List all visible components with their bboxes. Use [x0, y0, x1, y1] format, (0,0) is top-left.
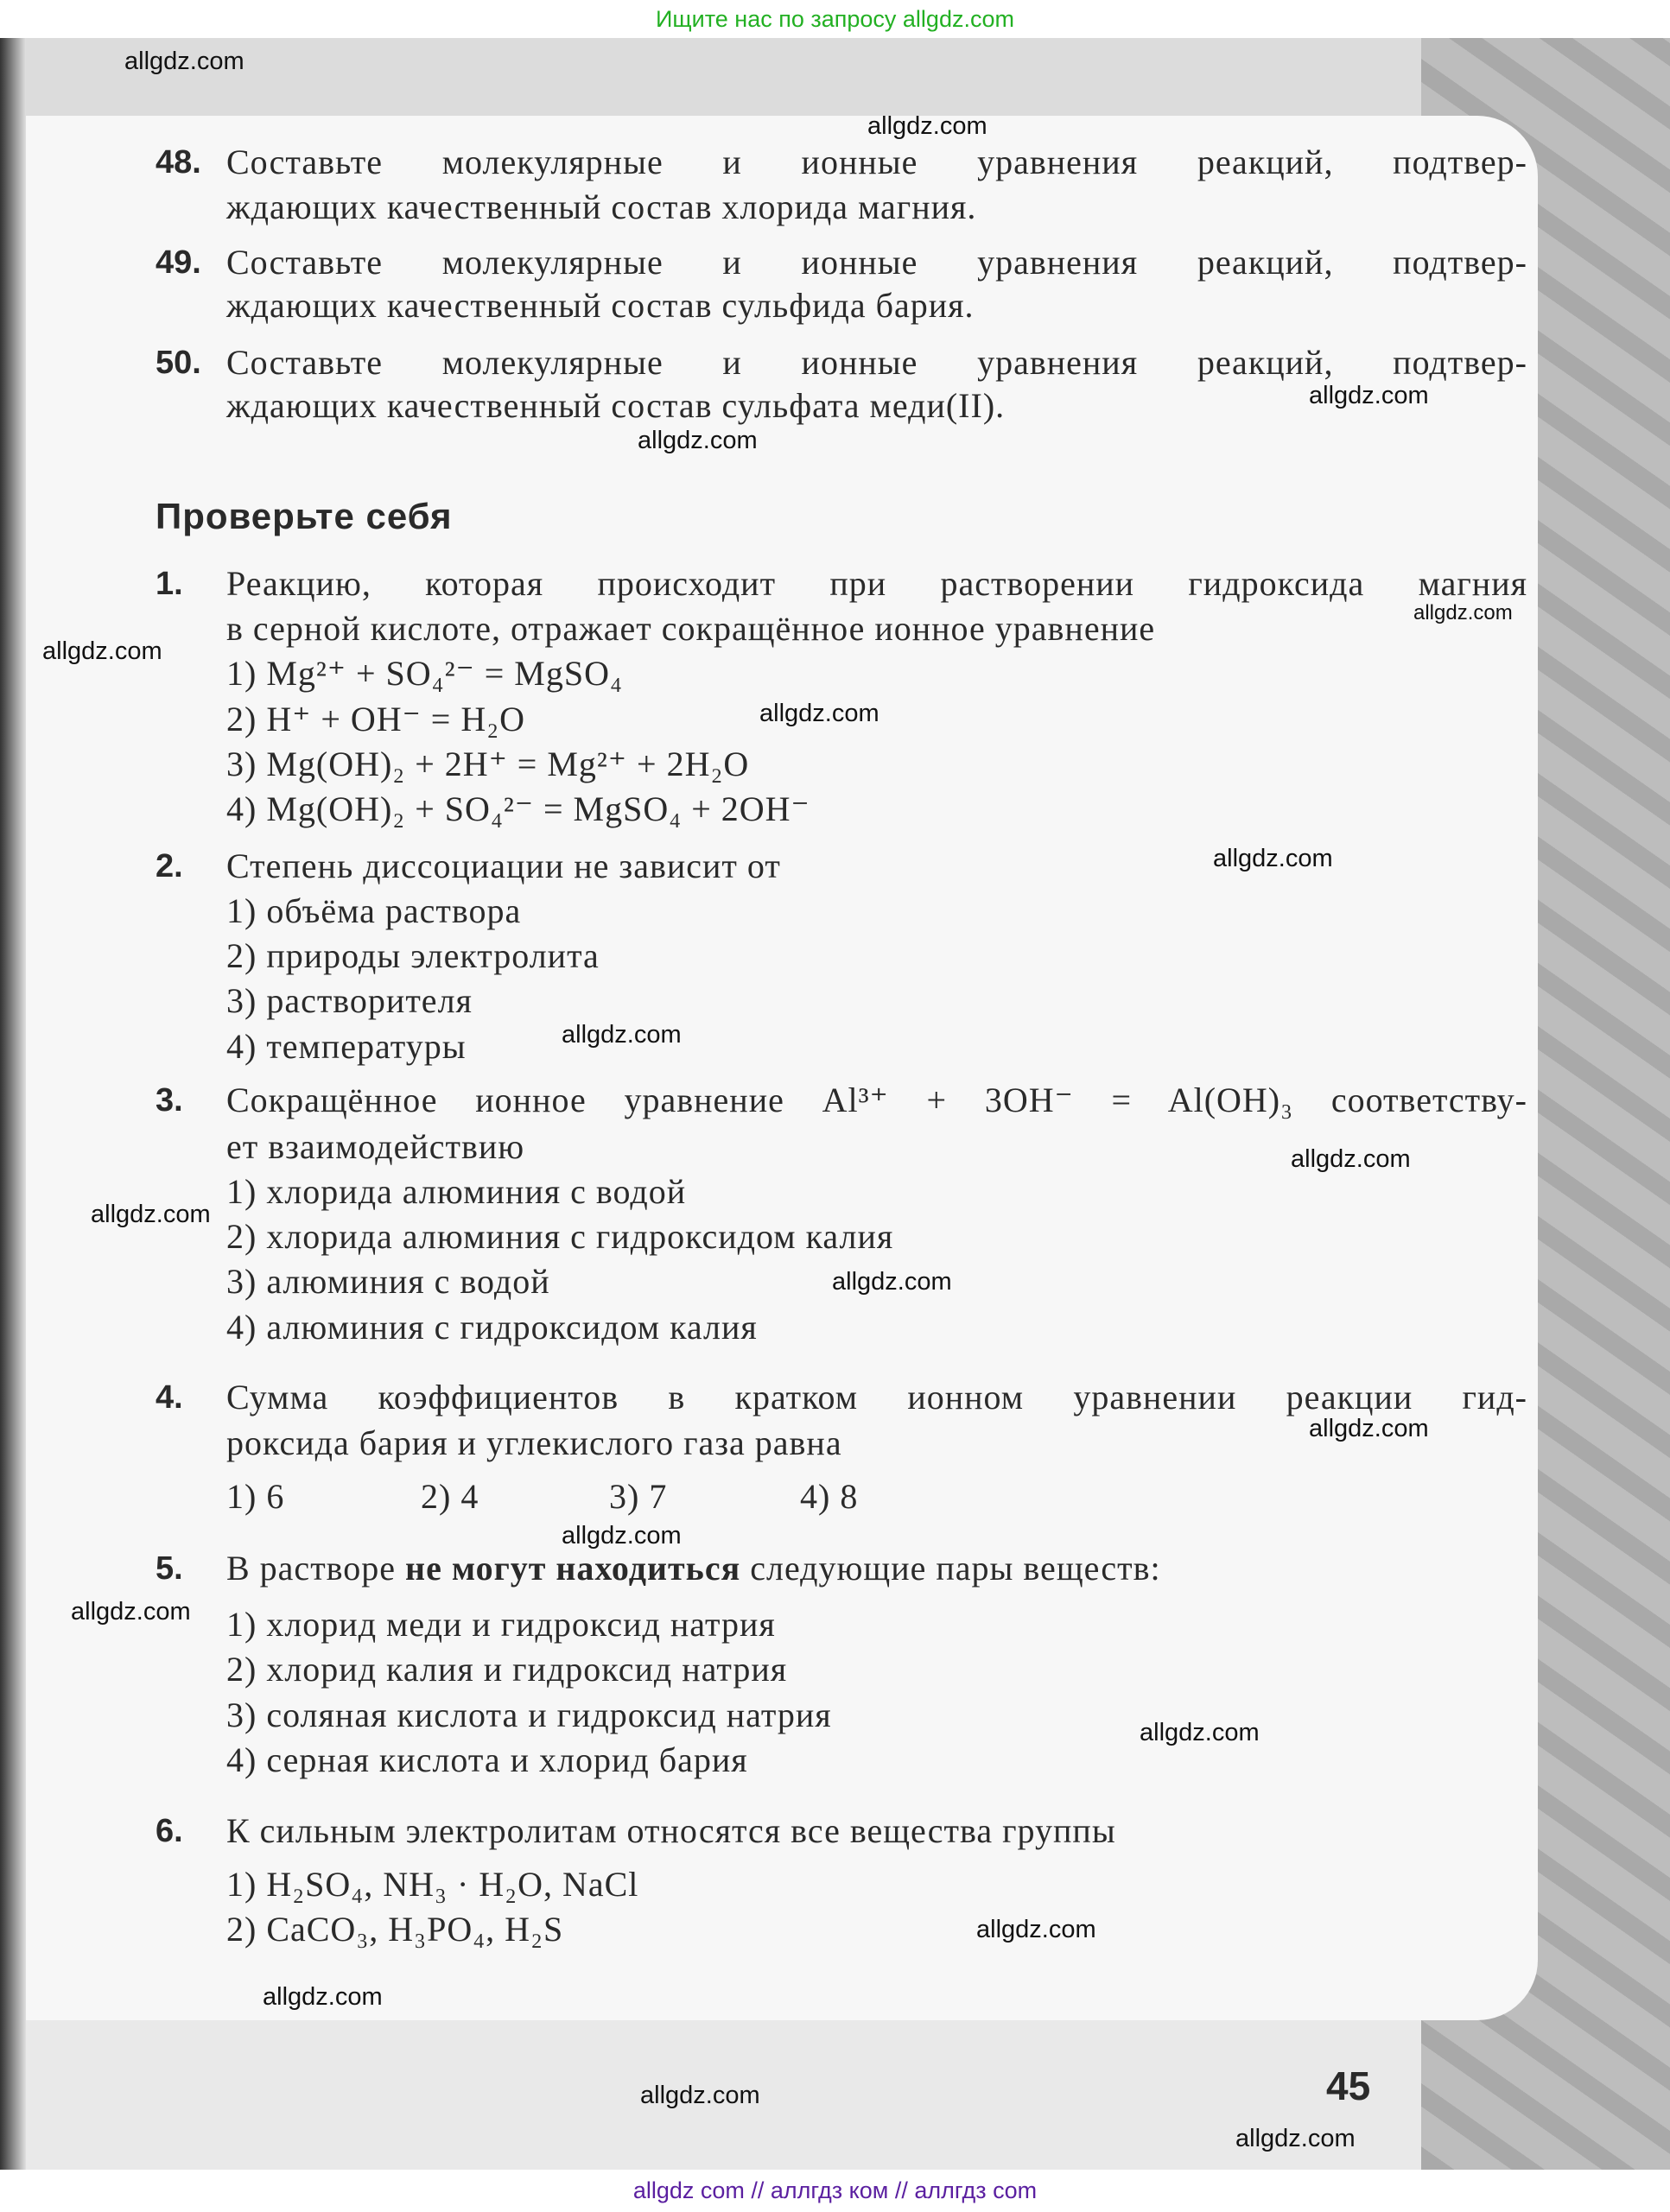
task-text: ждающих качественный состав сульфата меди(II).	[226, 386, 1006, 425]
watermark: allgdz.com	[562, 1021, 682, 1049]
watermark: allgdz.com	[1213, 845, 1333, 872]
bottom-banner: allgdz com // аллгдз ком // аллгдз com	[0, 2170, 1670, 2212]
top-banner: Ищите нас по запросу allgdz.com	[0, 0, 1670, 38]
answer-option: 4) серная кислота и хлорид бария	[226, 1740, 748, 1779]
answer-option: 1) хлорид меди и гидроксид натрия	[226, 1605, 776, 1644]
answer-option: 1) хлорида алюминия с водой	[226, 1172, 687, 1211]
task-number: 49.	[156, 244, 201, 281]
watermark: allgdz.com	[1309, 382, 1429, 409]
task-text: ждающих качественный состав хлорида магния.	[226, 187, 977, 226]
task-text: Составьте молекулярные и ионные уравнения реакций, подтвер-	[226, 143, 1527, 181]
question-text-part: следующие пары веществ:	[740, 1549, 1161, 1588]
answer-option: 3) Mg(OH)₂ + 2H⁺ = Mg²⁺ + 2H₂O	[226, 745, 750, 783]
watermark: allgdz.com	[71, 1598, 191, 1626]
answer-option: 3) алюминия с водой	[226, 1262, 550, 1301]
question-text: Степень диссоциации не зависит от	[226, 846, 781, 885]
watermark: allgdz.com	[42, 637, 162, 665]
answer-option: 1) объёма раствора	[226, 891, 522, 930]
task-text: Составьте молекулярные и ионные уравнения реакций, подтвер-	[226, 343, 1527, 382]
question-text: Сокращённое ионное уравнение Al³⁺ + 3OH⁻ = Al(OH)₃ соответству-	[226, 1081, 1527, 1119]
watermark: allgdz.com	[263, 1983, 383, 2011]
question-text-part: В растворе	[226, 1549, 406, 1588]
book-spine	[0, 38, 26, 2170]
answer-option: 4) температуры	[226, 1027, 467, 1066]
answer-option: 4) 8	[800, 1477, 859, 1516]
answer-option: 2) H⁺ + OH⁻ = H₂O	[226, 700, 526, 738]
answer-option: 2) 4	[421, 1477, 479, 1516]
question-number: 1.	[156, 566, 183, 602]
question-number: 5.	[156, 1550, 183, 1587]
answer-option: 1) Mg²⁺ + SO₄²⁻ = MgSO₄	[226, 654, 623, 693]
answer-option: 3) 7	[609, 1477, 668, 1516]
emphasis-text: не могут находиться	[405, 1549, 741, 1588]
answer-option: 2) хлорида алюминия с гидроксидом калия	[226, 1217, 894, 1256]
watermark: allgdz.com	[867, 112, 987, 140]
answer-option: 4) Mg(OH)₂ + SO₄²⁻ = MgSO₄ + 2OH⁻	[226, 789, 810, 828]
watermark: allgdz.com	[832, 1268, 952, 1296]
answer-option: 2) CaCO₃, H₃PO₄, H₂S	[226, 1910, 564, 1949]
task-number: 50.	[156, 345, 201, 381]
question-text: К сильным электролитам относятся все вещества группы	[226, 1811, 1116, 1850]
watermark: allgdz.com	[759, 700, 879, 727]
answer-option: 3) растворителя	[226, 981, 473, 1020]
answer-option: 3) соляная кислота и гидроксид натрия	[226, 1695, 832, 1734]
watermark: allgdz.com	[640, 2082, 760, 2109]
section-title: Проверьте себя	[156, 496, 453, 536]
question-text	[226, 1548, 1161, 1589]
question-text: в серной кислоте, отражает сокращённое ионное уравнение	[226, 609, 1156, 648]
question-text: Сумма коэффициентов в кратком ионном уравнении реакции гид-	[226, 1378, 1527, 1417]
watermark: allgdz.com	[91, 1201, 211, 1228]
answer-option: 1) H₂SO₄, NH₃ · H₂O, NaCl	[226, 1865, 639, 1904]
watermark: allgdz.com	[638, 427, 758, 454]
answer-option: 2) природы электролита	[226, 936, 600, 975]
task-text: ждающих качественный состав сульфида бария.	[226, 286, 975, 325]
question-text: ет взаимодействию	[226, 1127, 525, 1166]
watermark: allgdz.com	[1235, 2125, 1356, 2152]
answer-option: 2) хлорид калия и гидроксид натрия	[226, 1650, 788, 1689]
page-number: 45	[1326, 2063, 1371, 2108]
answer-option: 4) алюминия с гидроксидом калия	[226, 1308, 758, 1347]
question-number: 6.	[156, 1813, 183, 1849]
question-number: 2.	[156, 848, 183, 884]
answer-option: 1) 6	[226, 1477, 285, 1516]
task-text: Составьте молекулярные и ионные уравнения реакций, подтвер-	[226, 243, 1527, 282]
question-text: роксида бария и углекислого газа равна	[226, 1423, 842, 1462]
watermark: allgdz.com	[1309, 1415, 1429, 1442]
watermark: allgdz.com	[124, 48, 244, 75]
task-number: 48.	[156, 144, 201, 181]
watermark: allgdz.com	[976, 1916, 1096, 1943]
watermark: allgdz.com	[1140, 1719, 1260, 1746]
watermark: allgdz.com	[1413, 601, 1513, 624]
question-text: Реакцию, которая происходит при растворении гидроксида магния	[226, 564, 1527, 603]
question-number: 4.	[156, 1379, 183, 1416]
watermark: allgdz.com	[1291, 1145, 1411, 1173]
question-number: 3.	[156, 1082, 183, 1119]
watermark: allgdz.com	[562, 1522, 682, 1550]
